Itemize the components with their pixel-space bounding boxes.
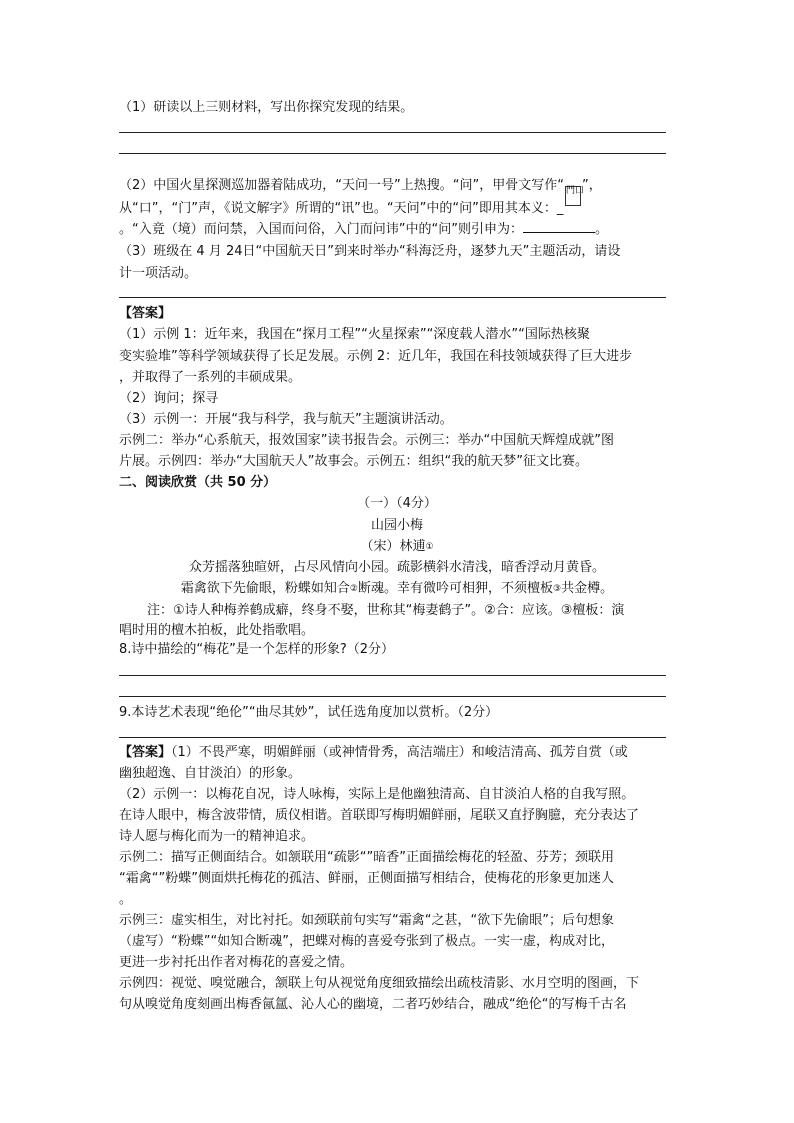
answer-line bbox=[119, 153, 666, 154]
question-2-line-2: 从“口”，“门”声，《说文解字》所谓的“讯”也。“天问”中的“问”即用其本义：_ bbox=[119, 201, 564, 216]
poem-text: 霜禽欲下先偷眼，粉蝶如知合 bbox=[180, 581, 350, 596]
poem-text: 断魂。幸有微吟可相狎，不须檀板 bbox=[357, 581, 553, 596]
answer-line-text: 诗人愿与梅化而为一的精神追求。 bbox=[119, 829, 315, 844]
answer-line-text: 变实验堆”等科学领域获得了长足发展。示例 2：近几年，我国在科技领域获得了巨大进步 bbox=[119, 349, 633, 364]
answer-line-text: 更进一步衬托出作者对梅花的喜爱之情。 bbox=[119, 955, 354, 970]
answer-line-text: 在诗人眼中，梅含波带情，质仪相谐。首联即写梅明媚鲜丽，尾联又直抒胸臆，充分表达了 bbox=[119, 808, 640, 823]
question-2-text: ”， bbox=[581, 178, 602, 193]
answer-line bbox=[119, 132, 666, 133]
poem-notes-line-1: 注：①诗人种梅养鹤成癖，终身不娶，世称其“梅妻鹤子”。②合：应该。③檀板：演 bbox=[147, 603, 625, 618]
answer-line-text: 。 bbox=[119, 892, 133, 907]
answer-line-text: （虚写）“粉蝶”“如知合断魂”，把蝶对梅的喜爱夸张到了极点。一实一虚，构成对比， bbox=[119, 934, 614, 949]
poem-notes-line-2: 唱时用的檀木拍板，此处指歌唱。 bbox=[119, 623, 315, 638]
section-heading: 二、阅读欣赏（共 50 分） bbox=[119, 475, 277, 490]
poem-author bbox=[119, 537, 675, 557]
answer-text: （1）不畏严寒，明媚鲜丽（或神情骨秀，高洁端庄）和峻洁清高、孤芳自赏（或 bbox=[171, 745, 628, 760]
answer-line-text: （3）示例一：开展“我与科学，我与航天”主题演讲活动。 bbox=[119, 412, 453, 427]
answer-line bbox=[119, 696, 666, 697]
question-8: 8.诗中描绘的“梅花”是一个怎样的形象?（2分） bbox=[119, 642, 395, 657]
answer-line-text: 幽独超逸、自甘淡泊）的形象。 bbox=[119, 766, 302, 781]
answer-line-text: 示例二：举办“心系航天，报效国家”读书报告会。示例三：举办“中国航天辉煌成就”图 bbox=[119, 433, 614, 448]
question-3-line-2: 计一项活动。 bbox=[119, 266, 198, 281]
answer-label: 【答案】 bbox=[119, 745, 172, 760]
question-1: （1）研读以上三则材料，写出你探究发现的结果。 bbox=[119, 100, 414, 115]
poem-line-2 bbox=[119, 579, 675, 599]
answer-line-text: “霜禽“”粉蝶”侧面烘托梅花的孤洁、鲜丽，正侧面描写相结合，使梅花的形象更加迷人 bbox=[119, 871, 614, 886]
answer-line bbox=[119, 675, 666, 676]
poem-text: 共金樽。 bbox=[561, 581, 614, 596]
answer-line-text: 示例二：描写正侧面结合。如颔联用“疏影“”暗香”正面描绘梅花的轻盈、芬芳；颈联用 bbox=[119, 850, 614, 865]
answer-line-text: 示例四：视觉、嗅觉融合，颔联上句从视觉角度细致描绘出疏枝清影、水月空明的图画，下 bbox=[119, 976, 640, 991]
author-text: （宋）林逋 bbox=[360, 539, 426, 554]
answer-label: 【答案】 bbox=[119, 306, 172, 321]
answer-line-text: 示例三：虚实相生，对比衬托。如颈联前句实写“霜禽“之甚，“欲下先偷眼”；后句想象 bbox=[119, 913, 614, 928]
answer-2-first-line bbox=[119, 743, 675, 763]
answer-line-text: （2）询问；探寻 bbox=[119, 391, 219, 406]
question-3-line-1: （3）班级在 4 月 24日“中国航天日”到来时举办“科海泛舟，逐梦九天”主题活动，请设 bbox=[119, 244, 621, 259]
question-2-text: 。 bbox=[594, 222, 608, 237]
question-2-line-3 bbox=[119, 220, 675, 240]
answer-line-text: ，并取得了一系列的丰硕成果。 bbox=[119, 370, 302, 385]
poem-line-1: 众芳摇落独暄妍，占尽风情向小园。疏影横斜水清浅，暗香浮动月黄昏。 bbox=[188, 560, 605, 575]
footnote-ref: ② bbox=[349, 584, 358, 594]
question-2-text: 。“入竟（境）而问禁，入国而问俗，入门而问讳”中的“问”则引申为： bbox=[119, 222, 523, 237]
subsection-title: （一）（4分） bbox=[357, 496, 437, 511]
answer-line-text: （1）示例 1：近年来，我国在“探月工程”“火星探索”“深度载人潜水”“国际热核聚 bbox=[119, 327, 590, 342]
answer-line-text: 片展。示例四：举办“大国航天人”故事会。示例五：组织“我的航天梦”征文比赛。 bbox=[119, 454, 588, 469]
answer-line bbox=[119, 737, 666, 738]
poem-title: 山园小梅 bbox=[370, 518, 423, 533]
answer-line-text: 句从嗅觉角度刻画出梅香氤氲、沁人心的幽境，二者巧妙结合，融成“绝伦“的写梅千古名 bbox=[119, 997, 627, 1012]
answer-line-text: （2）示例一：以梅花自况，诗人咏梅，实际上是他幽独清高、自甘淡泊人格的自我写照。 bbox=[119, 787, 635, 802]
question-2-text: （2）中国火星探测巡加器着陆成功，“天问一号”上热搜。“问”，甲骨文写作“ bbox=[119, 178, 564, 193]
question-9: 9.本诗艺术表现“绝伦”“曲尽其妙”，试任选角度加以赏析。（2分） bbox=[119, 705, 499, 720]
oracle-bone-glyph: 門口 bbox=[565, 186, 581, 206]
footnote-ref: ① bbox=[425, 542, 434, 552]
footnote-ref: ③ bbox=[553, 584, 562, 594]
fill-blank bbox=[523, 220, 595, 233]
answer-line bbox=[119, 297, 666, 298]
